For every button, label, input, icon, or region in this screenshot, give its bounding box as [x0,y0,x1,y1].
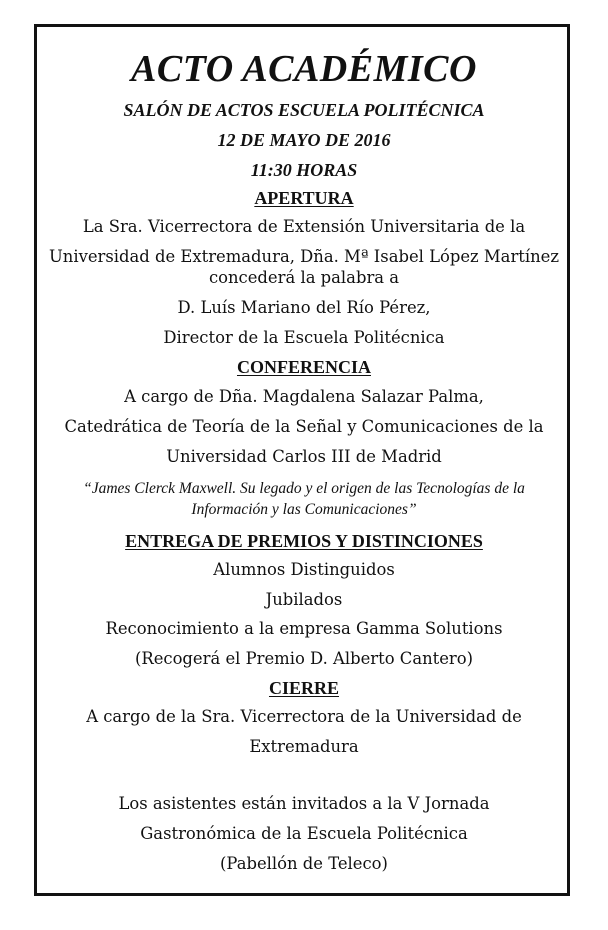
event-date: 12 DE MAYO DE 2016 [217,130,391,150]
apertura-line: Universidad de Extremadura, Dña. Mª Isabel López Martínez [48,247,560,266]
conferencia-line: A cargo de Dña. Magdalena Salazar Palma, [124,387,484,406]
apertura-line: Director de la Escuela Politécnica [163,328,445,347]
conferencia-line: Universidad Carlos III de Madrid [166,447,442,466]
apertura-line: D. Luís Mariano del Río Pérez, [177,298,431,317]
conferencia-line: Catedrática de Teoría de la Señal y Comunicaciones de la [64,417,544,436]
entrega-line: Alumnos Distinguidos [213,560,395,579]
section-heading-entrega: ENTREGA DE PREMIOS Y DISTINCIONES [125,531,483,551]
entrega-line: Reconocimiento a la empresa Gamma Solutions [105,619,503,638]
section-heading-conferencia: CONFERENCIA [236,357,371,377]
conference-title-quote: Información y las Comunicaciones” [191,501,417,518]
apertura-line: La Sra. Vicerrectora de Extensión Universitaria de la [82,217,526,236]
section-heading-cierre: CIERRE [268,678,339,698]
event-venue: SALÓN DE ACTOS ESCUELA POLITÉCNICA [123,100,485,120]
event-time: 11:30 HORAS [250,160,358,180]
cierre-line: Extremadura [249,737,359,756]
cierre-line: A cargo de la Sra. Vicerrectora de la Universidad de [86,707,522,726]
entrega-line: Jubilados [265,590,343,609]
entrega-line: (Recogerá el Premio D. Alberto Cantero) [134,649,474,668]
page-title: ACTO ACADÉMICO [131,48,477,90]
invitation-line: Gastronómica de la Escuela Politécnica [140,824,468,843]
section-heading-apertura: APERTURA [254,188,354,208]
apertura-line: concederá la palabra a [208,268,400,287]
invitation-line: Los asistentes están invitados a la V Jornada [118,794,490,813]
invitation-line: (Pabellón de Teleco) [220,854,388,873]
conference-title-quote: “James Clerck Maxwell. Su legado y el origen de las Tecnologías de la [83,480,525,497]
